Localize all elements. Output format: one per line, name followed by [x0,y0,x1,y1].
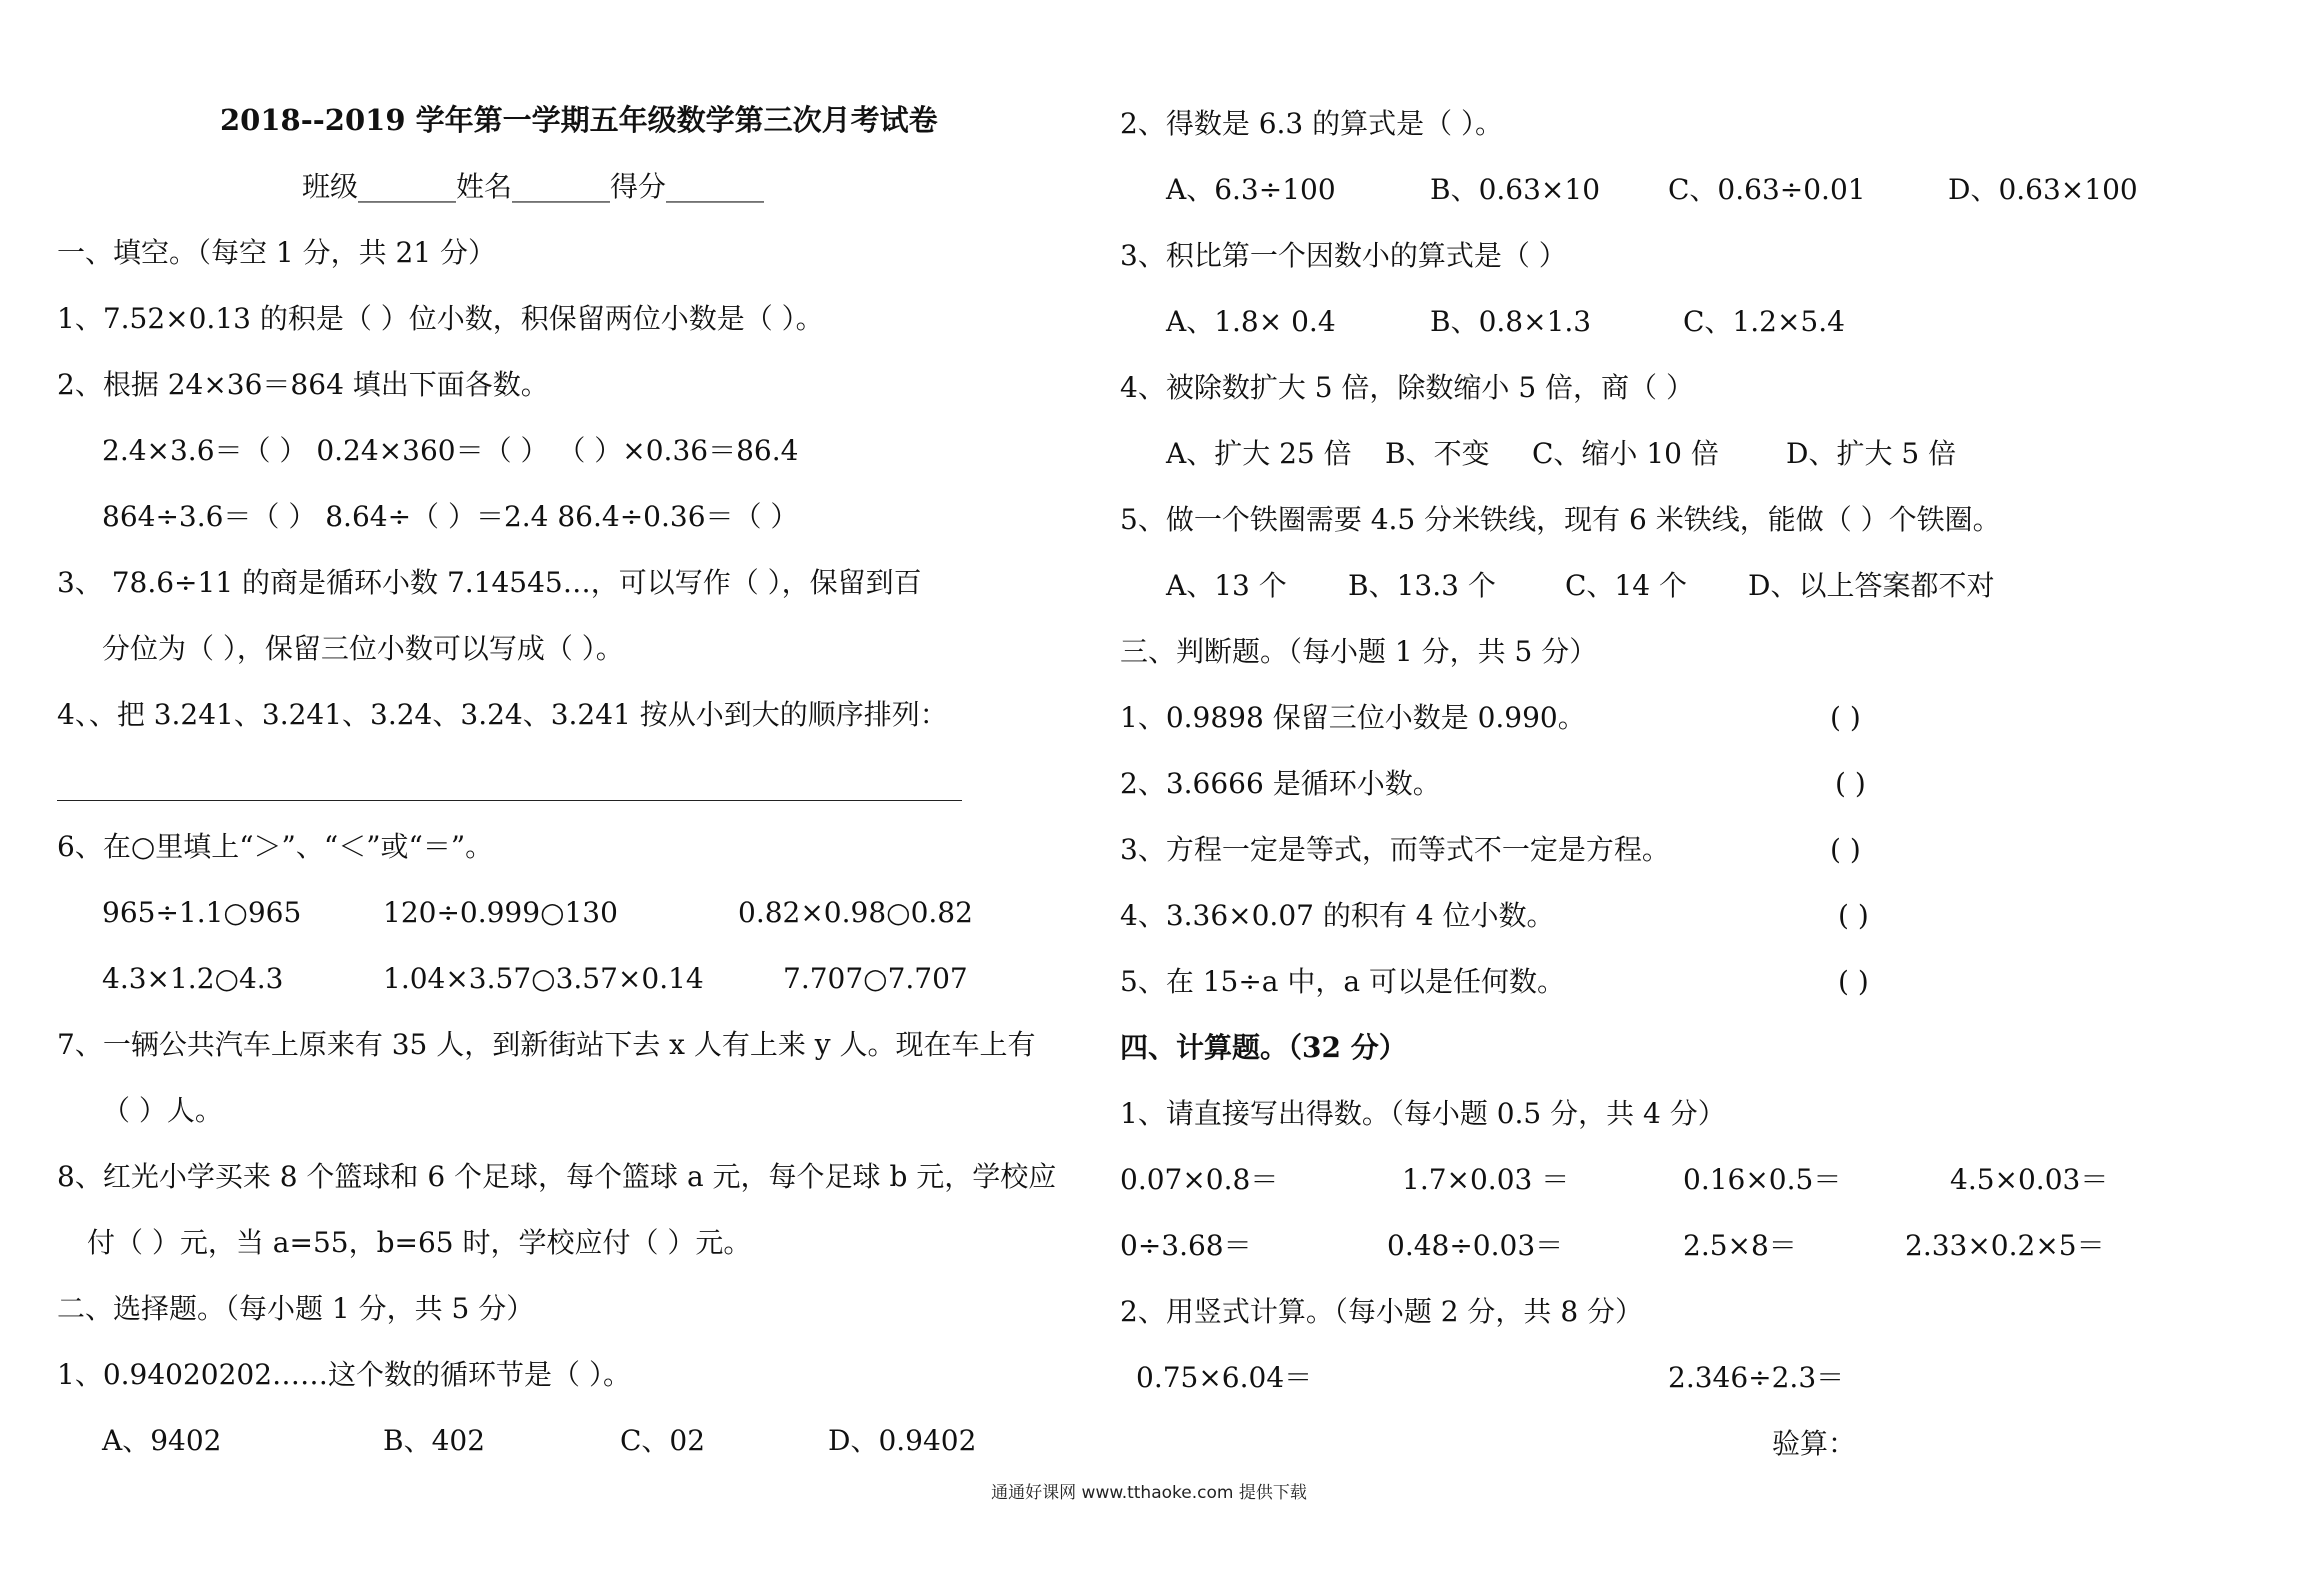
choice-q1-opt-b: B、402 [383,1424,486,1457]
judge-q3: 3、方程一定是等式，而等式不一定是方程。 [1120,833,1670,866]
fill-q2-row-a: 2.4×3.6＝（ ） 0.24×360＝（ ） （ ）×0.36＝86.4 [102,434,799,467]
section-4-heading: 四、计算题。（32 分） [1120,1031,1407,1064]
fill-q2-row-b: 864÷3.6＝（ ） 8.64÷（ ）＝2.4 86.4÷0.36＝（ ） [102,500,799,533]
choice-q4-opt-b: B、不变 [1385,437,1490,470]
choice-q4-opt-c: C、缩小 10 倍 [1532,437,1719,470]
choice-q5-opt-a: A、13 个 [1166,569,1287,602]
calc-q1-item-8: 2.33×0.2×5＝ [1905,1229,2105,1262]
fill-q6: 6、在○里填上“＞”、“＜”或“＝”。 [57,830,494,863]
fill-q4: 4、、把 3.241、3.241、3.24、3.24、3.241 按从小到大的顺序排列： [57,698,948,731]
judge-q4-paren: ( ) [1838,899,1869,932]
student-info-line: 班级_______姓名_______得分_______ [302,170,765,203]
fill-q8-cont: 付（ ）元，当 a=55，b=65 时，学校应付（ ）元。 [87,1226,752,1259]
fill-q7: 7、一辆公共汽车上原来有 35 人，到新街站下去 x 人有上来 y 人。现在车上有 [57,1028,1036,1061]
fill-q3-cont: 分位为（ ），保留三位小数可以写成（ ）。 [102,632,624,665]
footer-source: 通通好课网 www.tthaoke.com 提供下载 [991,1483,1307,1503]
answer-underline [57,800,962,801]
choice-q1-opt-c: C、02 [620,1424,706,1457]
calc-q1-item-2: 1.7×0.03 ＝ [1402,1163,1570,1196]
judge-q1: 1、0.9898 保留三位小数是 0.990。 [1120,701,1586,734]
choice-q3-opt-a: A、1.8× 0.4 [1166,305,1336,338]
calc-q1: 1、请直接写出得数。（每小题 0.5 分，共 4 分） [1120,1097,1726,1130]
calc-q1-item-4: 4.5×0.03＝ [1950,1163,2109,1196]
choice-q4-opt-a: A、扩大 25 倍 [1166,437,1352,470]
section-3-heading: 三、判断题。（每小题 1 分，共 5 分） [1120,635,1598,668]
calc-q1-item-1: 0.07×0.8＝ [1120,1163,1279,1196]
judge-q3-paren: ( ) [1830,833,1861,866]
choice-q3-opt-c: C、1.2×5.4 [1683,305,1845,338]
compare-2: 120÷0.999○130 [383,896,618,929]
calc-q1-item-3: 0.16×0.5＝ [1683,1163,1842,1196]
calc-q1-item-6: 0.48÷0.03＝ [1387,1229,1564,1262]
judge-q1-paren: ( ) [1830,701,1861,734]
choice-q2: 2、得数是 6.3 的算式是（ ）。 [1120,107,1504,140]
check-label: 验算： [1772,1427,1857,1460]
calc-q2-item-2: 2.346÷2.3＝ [1668,1361,1845,1394]
judge-q4: 4、3.36×0.07 的积有 4 位小数。 [1120,899,1555,932]
calc-q2-item-1: 0.75×6.04＝ [1136,1361,1313,1394]
fill-q2: 2、根据 24×36＝864 填出下面各数。 [57,368,549,401]
choice-q2-opt-a: A、6.3÷100 [1166,173,1336,206]
choice-q4: 4、被除数扩大 5 倍，除数缩小 5 倍，商（ ） [1120,371,1694,404]
fill-q7-cont: （ ）人。 [102,1094,223,1127]
calc-q2: 2、用竖式计算。（每小题 2 分，共 8 分） [1120,1295,1644,1328]
choice-q3: 3、积比第一个因数小的算式是（ ） [1120,239,1567,272]
compare-1: 965÷1.1○965 [102,896,302,929]
compare-3: 0.82×0.98○0.82 [738,896,973,929]
compare-6: 7.707○7.707 [783,962,968,995]
exam-title: 2018--2019 学年第一学期五年级数学第三次月考试卷 [220,103,938,137]
compare-5: 1.04×3.57○3.57×0.14 [383,962,704,995]
calc-q1-item-5: 0÷3.68＝ [1120,1229,1252,1262]
choice-q2-opt-b: B、0.63×10 [1430,173,1601,206]
choice-q1: 1、0.94020202……这个数的循环节是（ ）。 [57,1358,631,1391]
choice-q2-opt-c: C、0.63÷0.01 [1668,173,1866,206]
judge-q5-paren: ( ) [1838,965,1869,998]
choice-q1-opt-a: A、9402 [102,1424,222,1457]
fill-q8: 8、红光小学买来 8 个篮球和 6 个足球，每个篮球 a 元，每个足球 b 元，学校应 [57,1160,1057,1193]
choice-q4-opt-d: D、扩大 5 倍 [1786,437,1957,470]
fill-q1: 1、7.52×0.13 的积是（ ）位小数，积保留两位小数是（ ）。 [57,302,824,335]
judge-q2-paren: ( ) [1835,767,1866,800]
choice-q5-opt-b: B、13.3 个 [1348,569,1496,602]
judge-q5: 5、在 15÷a 中，a 可以是任何数。 [1120,965,1565,998]
section-1-heading: 一、填空。（每空 1 分，共 21 分） [57,236,497,269]
choice-q2-opt-d: D、0.63×100 [1948,173,2138,206]
section-2-heading: 二、选择题。（每小题 1 分，共 5 分） [57,1292,535,1325]
choice-q5-opt-c: C、14 个 [1565,569,1687,602]
choice-q5-opt-d: D、以上答案都不对 [1748,569,1995,602]
fill-q3: 3、 78.6÷11 的商是循环小数 7.14545…，可以写作（ ），保留到百 [57,566,922,599]
judge-q2: 2、3.6666 是循环小数。 [1120,767,1441,800]
compare-4: 4.3×1.2○4.3 [102,962,284,995]
choice-q5: 5、做一个铁圈需要 4.5 分米铁线，现有 6 米铁线，能做（ ）个铁圈。 [1120,503,2001,536]
choice-q1-opt-d: D、0.9402 [828,1424,977,1457]
calc-q1-item-7: 2.5×8＝ [1683,1229,1797,1262]
choice-q3-opt-b: B、0.8×1.3 [1430,305,1592,338]
